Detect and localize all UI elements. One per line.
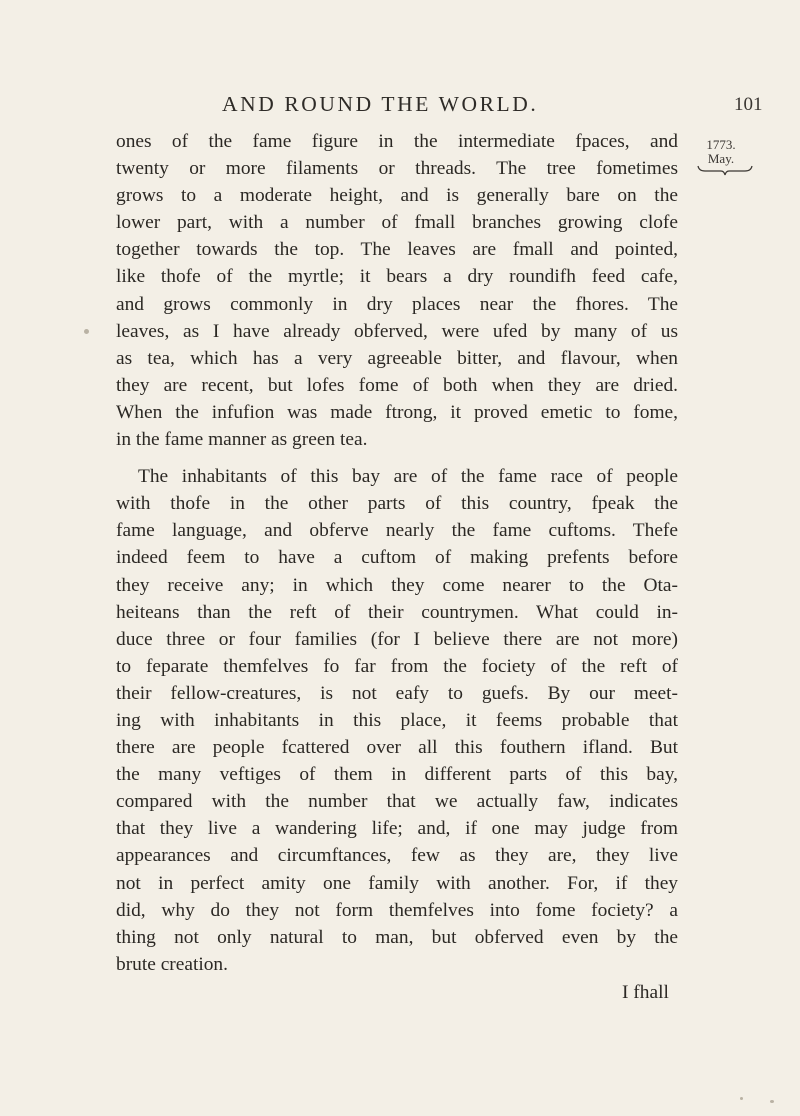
paper-speck — [740, 1097, 743, 1100]
text-line: they receive any; in which they come nearer to the Ota- — [116, 574, 678, 596]
margin-brace — [697, 164, 753, 176]
text-line: duce three or four families (for I believe there are not more) — [116, 628, 678, 650]
paragraph — [116, 128, 678, 453]
text-line: ones of the fame figure in the intermediate fpaces, and — [116, 131, 678, 152]
running-head: AND ROUND THE WORLD. — [222, 92, 539, 116]
paragraph-gap — [116, 453, 678, 463]
text-line: as tea, which has a very agreeable bitter, and flavour, when — [116, 347, 678, 369]
text-line: indeed feem to have a cuftom of making prefents before — [116, 547, 678, 569]
text-line: appearances and circumftances, few as they are, they live — [116, 845, 678, 867]
text-line: thing not only natural to man, but obferved even by the — [116, 926, 678, 948]
margin-note-month: May. — [707, 151, 735, 166]
paper-speck — [770, 1100, 774, 1103]
paragraph — [116, 463, 678, 978]
text-line: heiteans than the reft of their countrymen. What could in- — [116, 601, 678, 623]
text-line: grows to a moderate height, and is generally bare on the — [116, 185, 678, 207]
catchword: I fhall — [622, 982, 669, 1003]
paper-speck — [84, 329, 89, 334]
text-line: the many veftiges of them in different parts of this bay, — [116, 764, 678, 786]
text-line: did, why do they not form themfelves into fome fociety? a — [116, 899, 678, 921]
margin-note-year: 1773. — [706, 137, 736, 152]
text-line: like thofe of the myrtle; it bears a dry roundifh feed cafe, — [116, 266, 678, 288]
text-line: their fellow-creatures, is not eafy to guefs. By our meet- — [116, 682, 678, 704]
text-line: When the infufion was made ftrong, it proved emetic to fome, — [116, 401, 678, 423]
text-line: twenty or more filaments or threads. The tree fometimes — [116, 158, 678, 180]
text-line: ing with inhabitants in this place, it feems probable that — [116, 709, 678, 731]
text-line: leaves, as I have already obferved, were ufed by many of us — [116, 320, 678, 342]
text-line: together towards the top. The leaves are fmall and pointed, — [116, 239, 678, 261]
text-line: The inhabitants of this bay are of the fame race of people — [138, 466, 678, 488]
text-line: that they live a wandering life; and, if one may judge from — [116, 818, 678, 840]
page-number: 101 — [734, 94, 763, 115]
text-line: compared with the number that we actually faw, indicates — [116, 791, 678, 813]
body-text — [116, 128, 678, 978]
text-line: lower part, with a number of fmall branches growing clofe — [116, 212, 678, 234]
text-line: brute creation. — [116, 953, 228, 975]
text-line: to feparate themfelves fo far from the fociety of the reft of — [116, 655, 678, 677]
text-line: they are recent, but lofes fome of both when they are dried. — [116, 374, 678, 396]
margin-note — [692, 138, 750, 166]
text-line: and grows commonly in dry places near the fhores. The — [116, 293, 678, 315]
text-line: there are people fcattered over all this fouthern ifland. But — [116, 737, 678, 759]
text-line: not in perfect amity one family with another. For, if they — [116, 872, 678, 894]
text-line: with thofe in the other parts of this country, fpeak the — [116, 493, 678, 515]
text-line: fame language, and obferve nearly the fame cuftoms. Thefe — [116, 520, 678, 542]
text-line: in the fame manner as green tea. — [116, 429, 368, 451]
